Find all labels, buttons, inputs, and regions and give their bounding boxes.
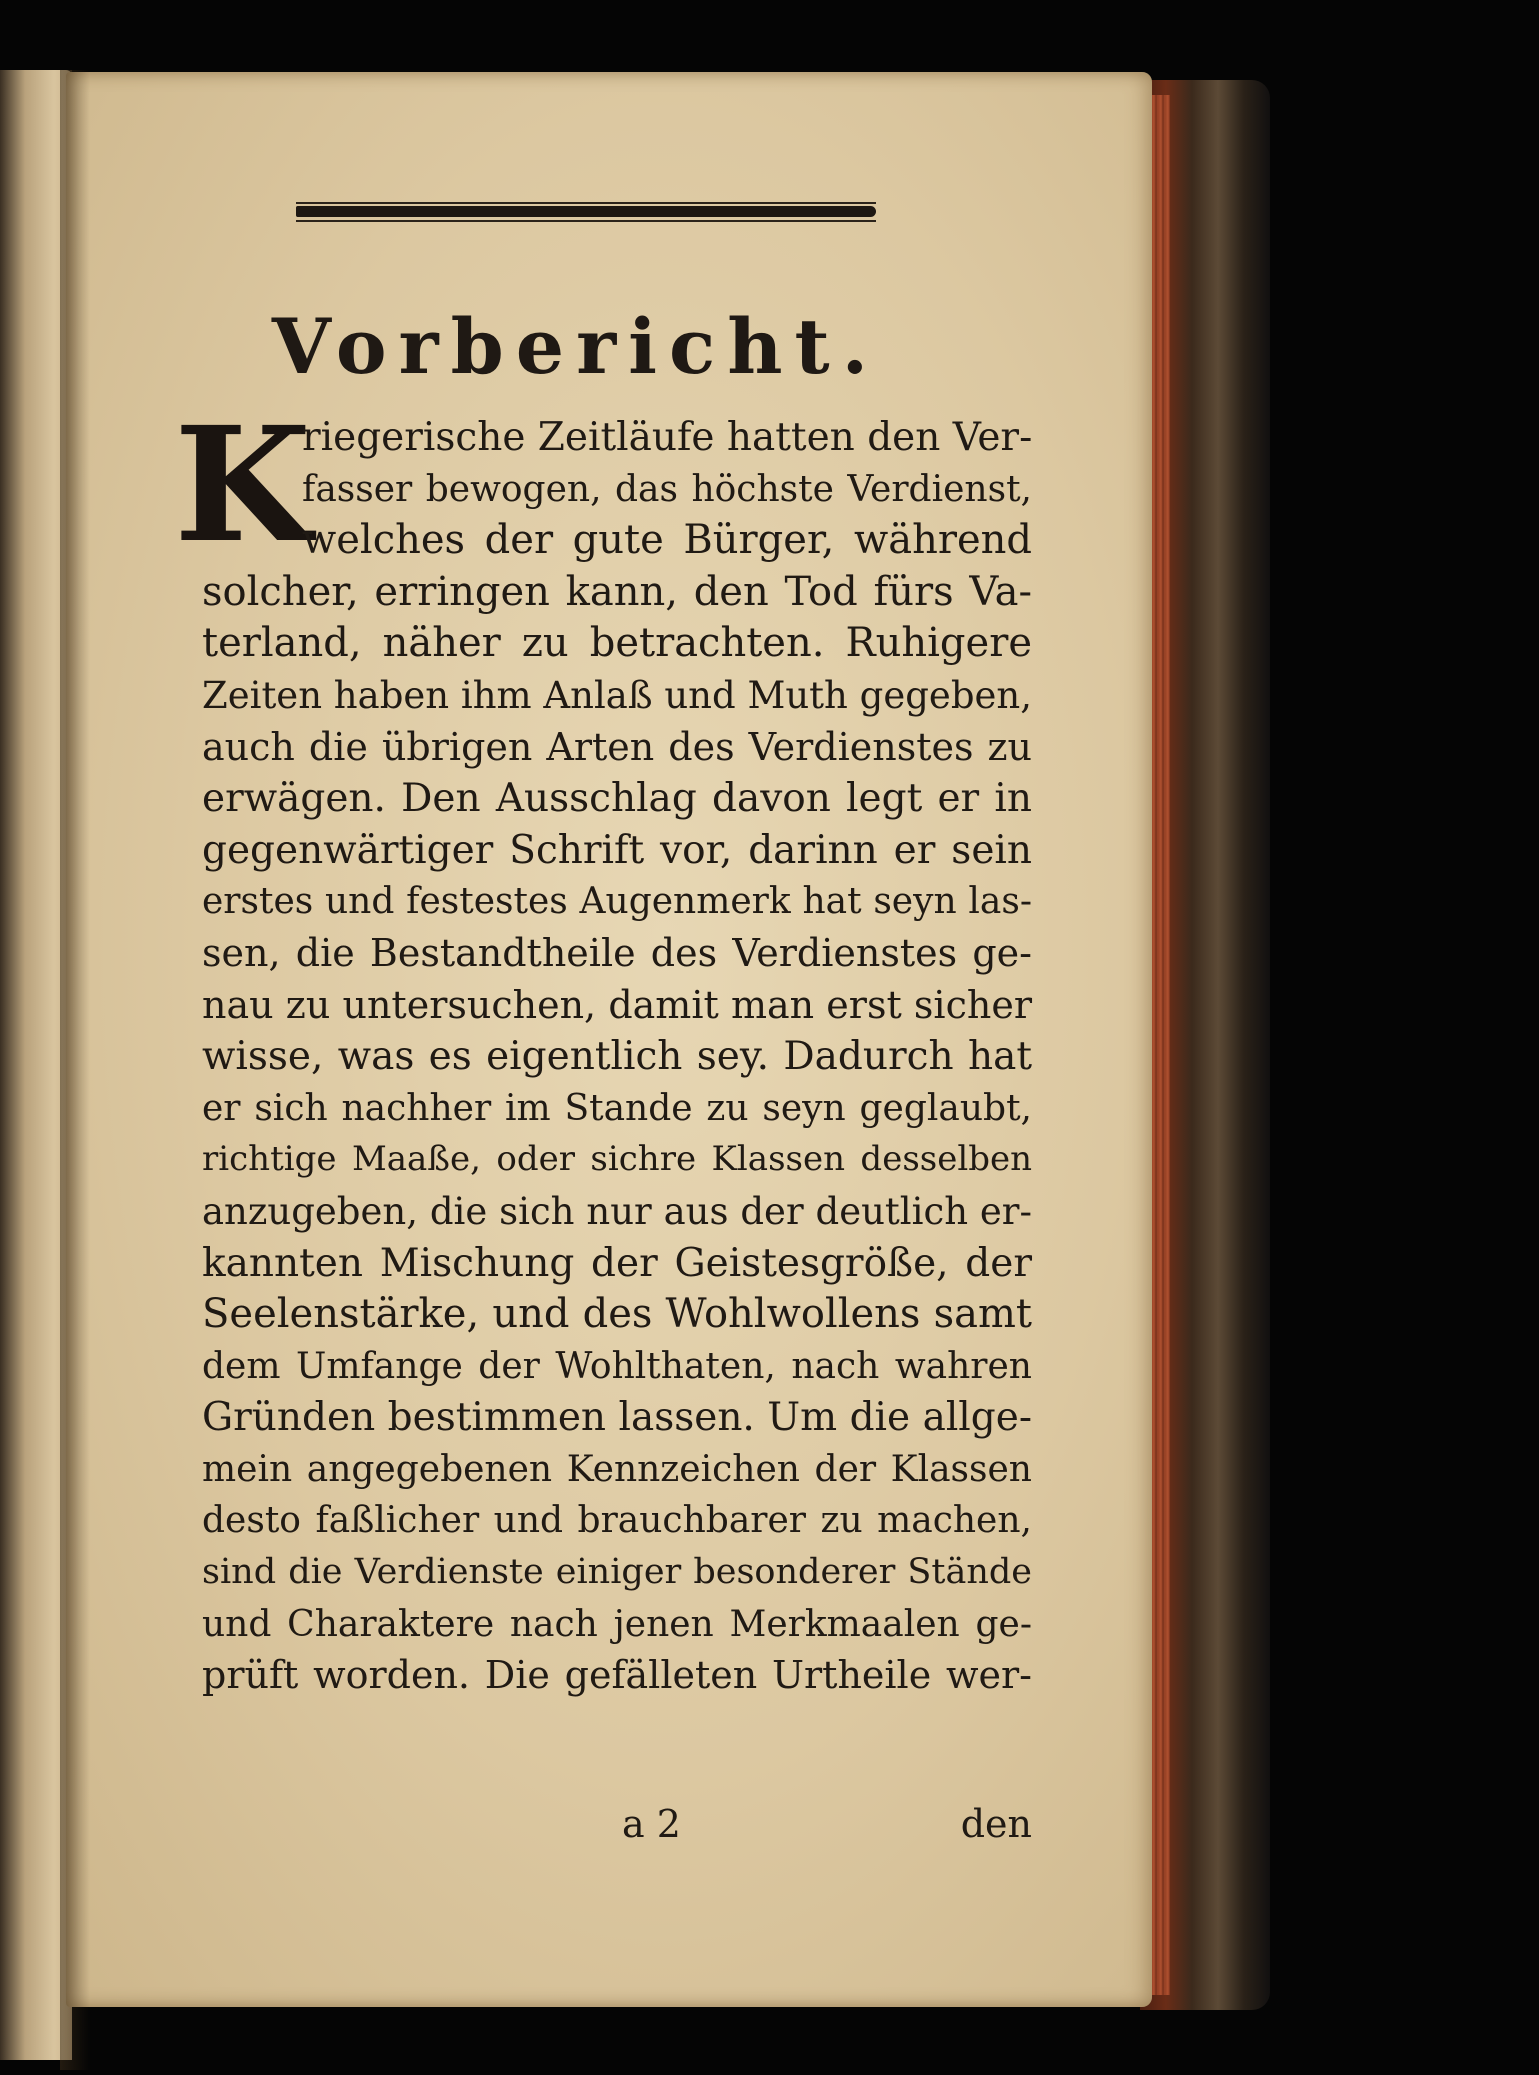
text-line: Gründen bestimmen lassen. Um die allge-	[202, 1395, 1032, 1441]
text-line: anzugeben, die sich nur aus der deutlich er-	[202, 1189, 1032, 1233]
text-line: auch die übrigen Arten des Verdienstes zu	[202, 724, 1032, 769]
text-line: Zeiten haben ihm Anlaß und Muth gegeben,	[202, 673, 1032, 717]
text-line: mein angegebenen Kennzeichen der Klassen	[202, 1448, 1032, 1490]
text-line: prüft worden. Die gefälleten Urtheile wer-	[202, 1653, 1032, 1698]
book-page	[66, 72, 1152, 2007]
catchword: den	[960, 1802, 1032, 1846]
text-line: gegenwärtiger Schrift vor, darinn er sein	[202, 827, 1032, 873]
text-line: sen, die Bestandtheile des Verdienstes ge-	[202, 930, 1032, 975]
text-line: sind die Verdienste einiger besonderer Stände	[202, 1552, 1032, 1593]
page-footer	[202, 1802, 1032, 1862]
text-line: richtige Maaße, oder sichre Klassen desselben	[202, 1139, 1032, 1180]
text-line: terland, näher zu betrachten. Ruhigere	[202, 620, 1032, 667]
text-line: und Charaktere nach jenen Merkmaalen ge-	[202, 1603, 1032, 1645]
text-line: Seelenstärke, und des Wohlwollens samt	[202, 1291, 1032, 1338]
page-title: Vorbericht.	[271, 302, 881, 391]
body-text	[202, 412, 1032, 1702]
text-line: welches der gute Bürger, während	[302, 517, 1032, 564]
drop-cap: K	[174, 393, 312, 578]
ornamental-rule	[296, 202, 876, 224]
text-line: desto faßlicher und brauchbarer zu machen,	[202, 1500, 1032, 1542]
text-line: erstes und festestes Augenmerk hat seyn las-	[202, 881, 1032, 923]
text-line: kannten Mischung der Geistesgröße, der	[202, 1240, 1032, 1286]
text-line: erwägen. Den Ausschlag davon legt er in	[202, 776, 1032, 822]
text-line: dem Umfange der Wohlthaten, nach wahren	[202, 1345, 1032, 1387]
text-line: riegerische Zeitläufe hatten den Ver-	[302, 415, 1033, 460]
text-line: nau zu untersuchen, damit man erst sicher	[202, 982, 1032, 1027]
text-line: wisse, was es eigentlich sey. Dadurch hat	[202, 1034, 1032, 1080]
text-line: fasser bewogen, das höchste Verdienst,	[302, 468, 1032, 510]
gutter-shadow	[60, 70, 90, 2070]
signature-mark: a 2	[622, 1802, 681, 1846]
text-line: solcher, erringen kann, den Tod fürs Va-	[202, 568, 1032, 615]
text-line: er sich nachher im Stande zu seyn geglaubt,	[202, 1087, 1032, 1129]
